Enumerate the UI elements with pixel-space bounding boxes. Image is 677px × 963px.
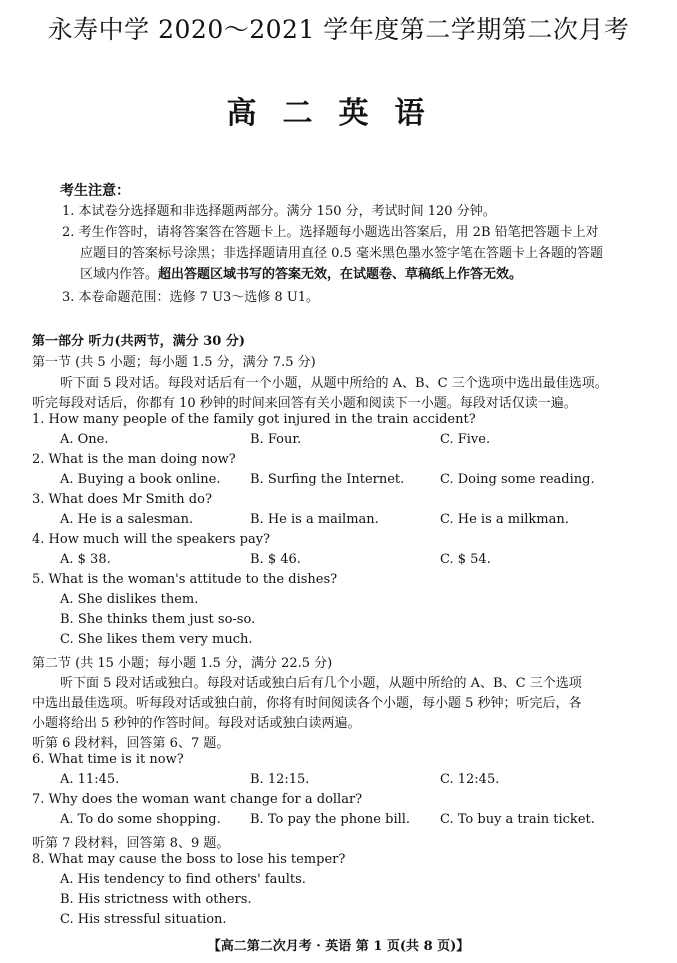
q4-option-a: A. $ 38. <box>60 552 111 567</box>
q4-option-c: C. $ 54. <box>440 552 491 567</box>
q1-option-a: A. One. <box>60 432 109 447</box>
notice-heading: 考生注意： <box>60 183 130 199</box>
q3-option-a: A. He is a salesman. <box>60 512 194 527</box>
question-6: 6. What time is it now? <box>32 752 184 767</box>
q8-option-c: C. His stressful situation. <box>60 912 227 927</box>
q3-option-b: B. He is a mailman. <box>250 512 379 527</box>
section1-heading: 第一节 (共 5 小题；每小题 1.5 分，满分 7.5 分) <box>32 355 316 370</box>
q2-option-b: B. Surfing the Internet. <box>250 472 405 487</box>
q4-option-b: B. $ 46. <box>250 552 301 567</box>
exam-title: 永寿中学 2020～2021 学年度第二学期第二次月考 <box>47 15 630 44</box>
notice-item-2-line-3 <box>80 263 522 282</box>
question-7: 7. Why does the woman want change for a dollar? <box>32 792 363 807</box>
section2-instruction-2: 中选出最佳选项。听每段对话或独白前，你将有时间阅读各个小题，每小题 5 秒钟；听完后，各 <box>32 696 582 711</box>
notice-item-2-line-1: 2. 考生作答时，请将答案答在答题卡上。选择题每小题选出答案后，用 2B 铅笔把答题卡上对 <box>62 225 599 240</box>
subject-title: 高二英语 <box>226 96 451 131</box>
notice-item-1: 1. 本试卷分选择题和非选择题两部分。满分 150 分，考试时间 120 分钟。 <box>62 204 496 219</box>
notice-warning-text: 超出答题区域书写的答案无效，在试题卷、草稿纸上作答无效。 <box>158 267 523 282</box>
material-6-note: 听第 6 段材料，回答第 6、7 题。 <box>32 736 230 751</box>
q7-option-b: B. To pay the phone bill. <box>250 812 411 827</box>
q8-option-a: A. His tendency to find others' faults. <box>60 872 306 887</box>
q8-option-b: B. His strictness with others. <box>60 892 252 907</box>
q6-option-c: C. 12:45. <box>440 772 500 787</box>
question-4: 4. How much will the speakers pay? <box>32 532 271 547</box>
page-footer: 【高二第二次月考 · 英语 第 1 页(共 8 页)】 <box>207 939 470 954</box>
part1-heading: 第一部分 听力(共两节，满分 30 分) <box>32 334 245 349</box>
q3-option-c: C. He is a milkman. <box>440 512 569 527</box>
q6-option-b: B. 12:15. <box>250 772 310 787</box>
notice-item-3: 3. 本卷命题范围：选修 7 U3～选修 8 U1。 <box>62 290 320 305</box>
section1-instruction-2: 听完每段对话后，你都有 10 秒钟的时间来回答有关小题和阅读下一小题。每段对话仅读一遍。 <box>32 396 577 411</box>
q5-option-b: B. She thinks them just so-so. <box>60 612 256 627</box>
q1-option-b: B. Four. <box>250 432 302 447</box>
notice-item-2-line-2: 应题目的答案标号涂黑；非选择题请用直径 0.5 毫米黑色墨水签字笔在答题卡上各题的答题 <box>80 246 603 261</box>
section2-instruction-3: 小题将给出 5 秒钟的作答时间。每段对话或独白读两遍。 <box>32 716 361 731</box>
q5-option-a: A. She dislikes them. <box>60 592 199 607</box>
section1-instruction-1: 听下面 5 段对话。每段对话后有一个小题，从题中所给的 A、B、C 三个选项中选出最佳选项。 <box>60 376 608 391</box>
q7-option-a: A. To do some shopping. <box>60 812 221 827</box>
section2-instruction-1: 听下面 5 段对话或独白。每段对话或独白后有几个小题，从题中所给的 A、B、C 三个选项 <box>60 676 582 691</box>
question-2: 2. What is the man doing now? <box>32 452 236 467</box>
q5-option-c: C. She likes them very much. <box>60 632 253 647</box>
q6-option-a: A. 11:45. <box>60 772 120 787</box>
q2-option-a: A. Buying a book online. <box>60 472 221 487</box>
q2-option-c: C. Doing some reading. <box>440 472 595 487</box>
question-3: 3. What does Mr Smith do? <box>32 492 212 507</box>
notice-normal-text: 区域内作答。 <box>80 267 159 282</box>
question-8: 8. What may cause the boss to lose his temper? <box>32 852 346 867</box>
question-5: 5. What is the woman's attitude to the dishes? <box>32 572 338 587</box>
section2-heading: 第二节 (共 15 小题；每小题 1.5 分，满分 22.5 分) <box>32 656 333 671</box>
q1-option-c: C. Five. <box>440 432 491 447</box>
question-1: 1. How many people of the family got injured in the train accident? <box>32 412 476 427</box>
material-7-note: 听第 7 段材料，回答第 8、9 题。 <box>32 836 230 851</box>
q7-option-c: C. To buy a train ticket. <box>440 812 595 827</box>
